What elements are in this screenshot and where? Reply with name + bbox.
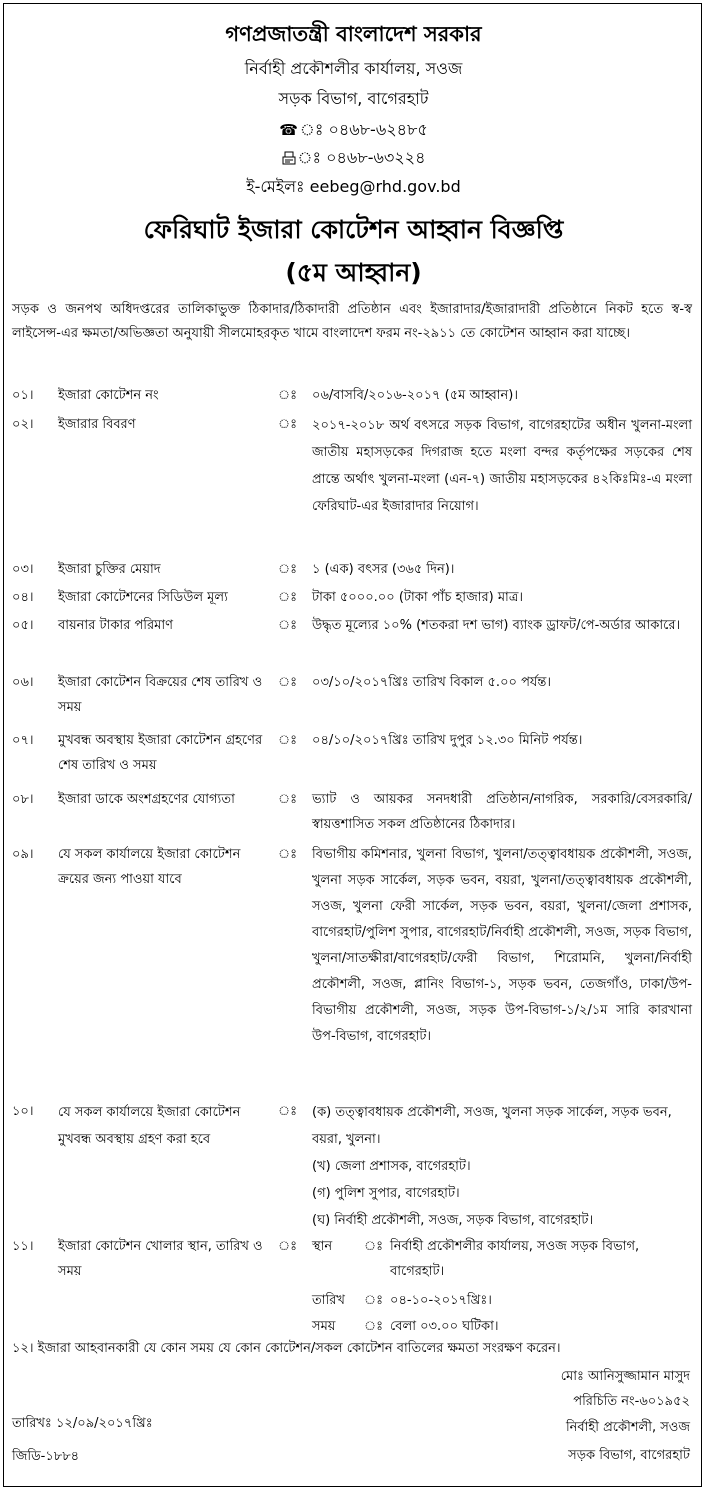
item-colon: ঃ [278, 618, 298, 633]
item-value: ০৪/১০/২০১৭খ্রিঃ তারিখ দুপুর ১২.৩০ মিনিট পর্যন্ত। [312, 733, 583, 748]
place-colon: ঃ [364, 1239, 384, 1254]
item-label: ইজারা চুক্তির মেয়াদ [58, 562, 161, 577]
item-12: ১২। ইজারা আহবানকারী যে কোন সময় যে কোন কোটেশন/সকল কোটেশন বাতিলের ক্ষমতা সংরক্ষণ করেন। [12, 1341, 561, 1356]
notice-title: ফেরিঘাট ইজারা কোটেশন আহ্বান বিজ্ঞপ্তি [143, 215, 564, 244]
item-value: ০৬/বাসবি/২০১৬-২০১৭ (৫ম আহ্বান)। [312, 388, 519, 403]
item-value: টাকা ৫০০০.০০ (টাকা পাঁচ হাজার) মাত্র। [312, 590, 524, 605]
item-value: ২০১৭-২০১৮ অর্থ বৎসরে সড়ক বিভাগ, বাগেরহাটের অধীন খুলনা-মংলা জাতীয় মহাসড়কের দিগরাজ হতে মংলা বন্দর কর্তৃপক্ষের সড়কের শেষ প্রান্তে অর্থাৎ খুলনা-মংলা (এন-৭) জাতীয় মহাসড়কের ৪২কিঃমিঃ-এ মংলা ফেরিঘাট-এর ইজারাদার নিয়োগ। [312, 418, 692, 514]
item-label: ইজারা কোটেশন বিক্রয়ের শেষ তারিখ ও সময় [58, 675, 263, 715]
item-number: ০৩। [12, 562, 34, 577]
item-label: যে সকল কার্যালয়ে ইজারা কোটেশন ক্রয়ের জন্য পাওয়া যাবে [58, 847, 241, 887]
item-value: বিভাগীয় কমিশনার, খুলনা বিভাগ, খুলনা/তত্ত্বাবধায়ক প্রকৌশলী, সওজ, খুলনা সড়ক সার্কেল, সড়ক ভবন, বয়রা, খুলনা/তত্ত্বাবধায়ক প্রকৌশলী, সওজ, খুলনা ফেরী সার্কেল, সড়ক ভবন, বয়রা, খুলনা/জেলা প্রশাসক, বাগেরহাট/পুলিশ সুপার, বাগেরহাট/নির্বাহী প্রকৌশলী, সওজ, সড়ক বিভাগ, খুলনা/সাতক্ষীরা/বাগেরহাট/ফেরী বিভাগ, শিরোমনি, খুলনা/নির্বাহী প্রকৌশলী, সওজ, প্লানিং বিভাগ-১, সড়ক ভবন, তেজগাঁও, ঢাকা/উপ-বিভাগীয় প্রকৌশলী, সওজ, সড়ক উপ-বিভাগ-১/২/১ম সারি কারখানা উপ-বিভাগ, বাগেরহাট। [312, 847, 692, 1044]
item-number: ০৬। [12, 675, 34, 690]
item-number: ০৯। [12, 847, 34, 862]
time-label: সময় [312, 1319, 336, 1334]
item-colon: ঃ [278, 847, 298, 862]
item-colon: ঃ [278, 733, 298, 748]
item-colon: ঃ [278, 562, 298, 577]
item-value: ০৩/১০/২০১৭খ্রিঃ তারিখ বিকাল ৫.০০ পর্যন্ত। [312, 675, 552, 690]
item-label: ইজারার বিবরণ [58, 417, 136, 432]
item-colon: ঃ [278, 675, 298, 690]
signatory-office: সড়ক বিভাগ, বাগেরহাট [568, 1448, 690, 1463]
email-address[interactable]: eebeg@rhd.gov.bd [309, 177, 461, 196]
email-label: ই-মেইলঃ [246, 177, 310, 196]
item-number: ০১। [12, 388, 34, 403]
item-number: ০৭। [12, 733, 34, 748]
division-name: সড়ক বিভাগ, বাগেরহাট [278, 89, 429, 108]
item-label: ইজারা ডাকে অংশগ্রহণের যোগ্যতা [58, 792, 235, 807]
time-value: বেলা ০৩.০০ ঘটিকা। [390, 1319, 499, 1334]
phone-line [0, 117, 707, 144]
receiving-office-kha: (খ) জেলা প্রশাসক, বাগেরহাট। [312, 1159, 471, 1174]
item-number: ১০। [12, 1104, 34, 1119]
phone-icon: ☎ [279, 121, 298, 139]
call-number: (৫ম আহ্বান) [285, 258, 422, 287]
item-colon: ঃ [278, 388, 298, 403]
phone-number: ঃ ০৪৬৮-৬২৪৮৫ [299, 120, 428, 139]
date-colon: ঃ [364, 1293, 384, 1308]
signatory-designation: নির্বাহী প্রকৌশলী, সওজ [565, 1420, 690, 1435]
item-number: ০৪। [12, 590, 34, 605]
receiving-office-ka: (ক) তত্ত্বাবধায়ক প্রকৌশলী, সওজ, খুলনা সড়ক সার্কেল, সড়ক ভবন, বয়রা, খুলনা। [312, 1105, 672, 1147]
receiving-office-gha: (ঘ) নির্বাহী প্রকৌশলী, সওজ, সড়ক বিভাগ, বাগেরহাট। [312, 1213, 594, 1228]
item-colon: ঃ [278, 792, 298, 807]
place-label: স্থান [312, 1239, 333, 1254]
office-name: নির্বাহী প্রকৌশলীর কার্যালয়, সওজ [244, 59, 463, 78]
item-number: ০২। [12, 417, 34, 432]
item-number: ১১। [12, 1239, 34, 1254]
item-value-list [312, 1099, 692, 1234]
item-number: ০৫। [12, 618, 34, 633]
item-colon: ঃ [278, 417, 298, 432]
date-value: ০৪-১০-২০১৭খ্রিঃ। [390, 1293, 492, 1308]
item-colon: ঃ [278, 590, 298, 605]
item-value: উদ্ধৃত মূল্যের ১০% (শতকরা দশ ভাগ) ব্যাংক ড্রাফট/পে-অর্ডার আকারে। [312, 618, 681, 633]
fax-line [0, 145, 707, 172]
item-colon: ঃ [278, 1104, 298, 1119]
fax-number: ঃ ০৪৬৮-৬৩২২৪ [297, 148, 426, 167]
time-colon: ঃ [364, 1319, 384, 1334]
signatory-name: মোঃ আনিসুজ্জামান মাসুদ [560, 1369, 690, 1384]
item-label: ইজারা কোটেশন খোলার স্থান, তারিখ ও সময় [58, 1239, 263, 1279]
item-value: ভ্যাট ও আয়কর সনদধারী প্রতিষ্ঠান/নাগরিক, সরকারি/বেসরকারি/স্বায়ত্তশাসিত সকল প্রতিষ্ঠানের ঠিকাদার। [312, 792, 692, 832]
email-line [0, 174, 707, 201]
date-label: তারিখ [312, 1293, 345, 1308]
item-number: ০৮। [12, 792, 34, 807]
intro-paragraph: সড়ক ও জনপথ অধিদপ্তরের তালিকাভুক্ত ঠিকাদার/ঠিকাদারী প্রতিষ্ঠান এবং ইজারাদার/ইজারাদারী প্রতিষ্ঠানে নিকট হতে স্ব-স্ব লাইসেন্স-এর ক্ষমতা/অভিজ্ঞতা অনুযায়ী সীলমোহরকৃত খামে বাংলাদেশ ফরম নং-২৯১১ তে কোটেশন আহ্বান করা যাচ্ছে। [12, 302, 692, 341]
fax-icon [282, 149, 296, 167]
item-label: যে সকল কার্যালয়ে ইজারা কোটেশন মুখবন্ধ অবস্থায় গ্রহণ করা হবে [58, 1105, 241, 1147]
gd-number: জিডি-১৮৮৪ [12, 1449, 80, 1464]
item-colon: ঃ [278, 1239, 298, 1254]
place-value: নির্বাহী প্রকৌশলীর কার্যালয়, সওজ সড়ক বিভাগ, বাগেরহাট। [390, 1239, 640, 1279]
government-name: গণপ্রজাতন্ত্রী বাংলাদেশ সরকার [225, 22, 482, 46]
item-value: ১ (এক) বৎসর (৩৬৫ দিন)। [312, 562, 455, 577]
item-label: ইজারা কোটেশনের সিডিউল মূল্য [58, 590, 228, 605]
signatory-id: পরিচিতি নং-৬০১৯৫২ [573, 1394, 690, 1409]
item-label: ইজারা কোটেশন নং [58, 388, 159, 403]
item-label: বায়নার টাকার পরিমাণ [58, 618, 174, 633]
item-label: মুখবন্ধ অবস্থায় ইজারা কোটেশন গ্রহণের শেষ তারিখ ও সময় [58, 733, 263, 773]
receiving-office-ga: (গ) পুলিশ সুপার, বাগেরহাট। [312, 1186, 460, 1201]
issue-date: তারিখঃ ১২/০৯/২০১৭খ্রিঃ [12, 1416, 153, 1431]
